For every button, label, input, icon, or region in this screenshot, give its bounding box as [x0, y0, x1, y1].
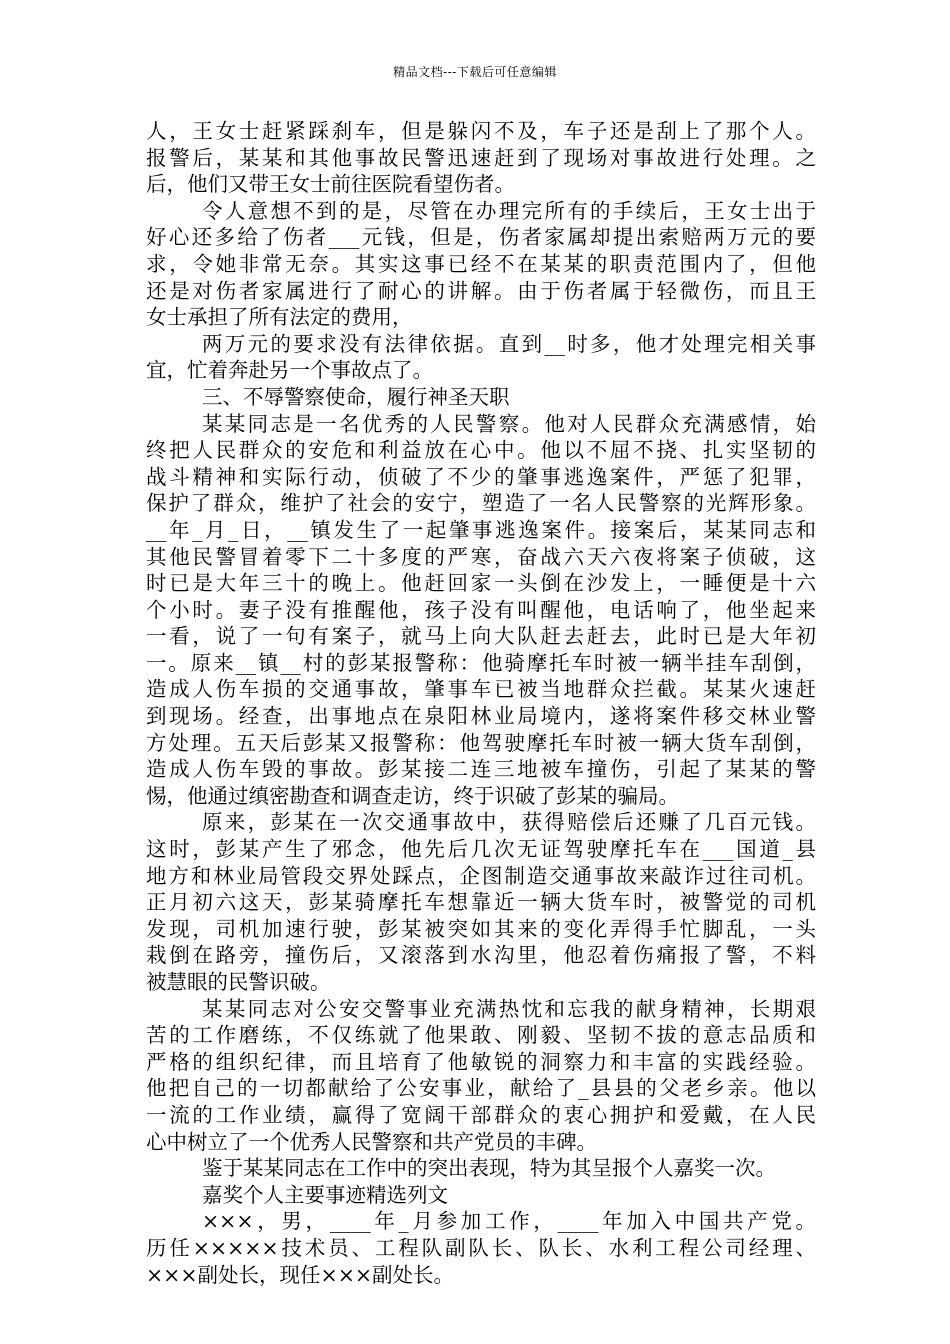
text-line: 地方和林业局管段交界处踩点，企图制造交通事故来敲诈过往司机。 — [146, 863, 816, 888]
text-line: 一。原来__镇__村的彭某报警称：他骑摩托车时被一辆半挂车刮倒， — [146, 650, 816, 675]
text-line: 终把人民群众的安危和利益放在心中。他以不屈不挠、扎实坚韧的 — [146, 438, 816, 463]
text-line: 三、不辱警察使命，履行神圣天职 — [202, 384, 510, 409]
text-line: 被慧眼的民警识破。 — [146, 970, 331, 994]
text-line: 严格的组织纪律，而且培育了他敏锐的洞察力和丰富的实践经验。 — [146, 1049, 816, 1074]
text-line: 原来，彭某在一次交通事故中，获得赔偿后还赚了几百元钱。 — [202, 810, 816, 835]
text-line: 人，王女士赶紧踩刹车，但是躲闪不及，车子还是刮上了那个人。 — [146, 119, 816, 143]
text-line: 一看，说了一句有案子，就马上向大队赶去赶去，此时已是大年初 — [146, 624, 816, 649]
text-line: 造成人伤车毁的事故。彭某接二连三地被车撞伤，引起了某某的警 — [146, 757, 816, 782]
text-line: 惕，他通过缜密勘查和调查走访，终于识破了彭某的骗局。 — [146, 783, 679, 808]
text-line: 鉴于某某同志在工作中的突出表现，特为其呈报个人嘉奖一次。 — [202, 1156, 776, 1181]
text-line: 一流的工作业绩，赢得了宽阔干部群众的衷心拥护和爱戴，在人民 — [146, 1102, 816, 1127]
text-line: 报警后，某某和其他事故民警迅速赶到了现场对事故进行处理。之 — [146, 145, 816, 170]
text-line: 后，他们又带王女士前往医院看望伤者。 — [146, 172, 515, 197]
text-line: 苦的工作磨练，不仅练就了他果敢、刚毅、坚韧不拔的意志品质和 — [146, 1023, 816, 1048]
text-line: 正月初六这天，彭某骑摩托车想靠近一辆大货车时，被警觉的司机 — [146, 890, 816, 915]
text-line: __年_月_日，__镇发生了一起肇事逃逸案件。接案后，某某同志和 — [146, 517, 816, 542]
text-line: 其他民警冒着零下二十多度的严寒，奋战六天六夜将案子侦破，这 — [146, 544, 816, 569]
text-line: 女士承担了所有法定的费用， — [146, 305, 413, 330]
text-line: 宜，忙着奔赴另一个事故点了。 — [146, 358, 433, 383]
page-header: 精品文档---下载后可任意编辑 — [393, 65, 557, 79]
text-line: 发现，司机加速行驶，彭某被突如其来的变化弄得手忙脚乱，一头 — [146, 916, 816, 941]
text-line: 某某同志是一名优秀的人民警察。他对人民群众充满感情，始 — [202, 411, 816, 436]
text-line: 造成人伤车损的交通事故，肇事车已被当地群众拦截。某某火速赶 — [146, 677, 816, 702]
text-line: 时已是大年三十的晚上。他赶回家一头倒在沙发上，一睡便是十六 — [146, 571, 816, 596]
text-line: 方处理。五天后彭某又报警称：他驾驶摩托车时被一辆大货车刮倒， — [146, 730, 816, 755]
text-line: 这时，彭某产生了邪念，他先后几次无证驾驶摩托车在___国道_县 — [146, 837, 816, 862]
text-line: ×××，男，____年_月参加工作，____年加入中国共产党。 — [202, 1209, 816, 1234]
text-line: 战斗精神和实际行动，侦破了不少的肇事逃逸案件，严惩了犯罪， — [146, 464, 816, 489]
text-line: 保护了群众，维护了社会的安宁，塑造了一名人民警察的光辉形象。 — [146, 491, 816, 516]
text-line: 他把自己的一切都献给了公安事业，献给了_县县的父老乡亲。他以 — [146, 1076, 816, 1101]
text-line: 心中树立了一个优秀人民警察和共产党员的丰碑。 — [146, 1129, 597, 1154]
text-line: 个小时。妻子没有推醒他，孩子没有叫醒他，电话响了，他坐起来 — [146, 597, 816, 622]
text-line: ×××副处长，现任×××副处长。 — [146, 1262, 455, 1287]
text-line: 到现场。经查，出事地点在泉阳林业局境内，遂将案件移交林业警 — [146, 704, 816, 729]
text-line: 令人意想不到的是，尽管在办理完所有的手续后，王女士出于 — [202, 198, 816, 223]
text-line: 栽倒在路旁，撞伤后，又滚落到水沟里，他忍着伤痛报了警，不料 — [146, 943, 816, 968]
text-line: 嘉奖个人主要事迹精选列文 — [202, 1182, 448, 1207]
text-line: 两万元的要求没有法律依据。直到__时多，他才处理完相关事 — [202, 331, 816, 356]
document-body — [146, 118, 816, 1288]
text-line: 历任×××××技术员、工程队副队长、队长、水利工程公司经理、 — [146, 1235, 816, 1260]
text-line: 某某同志对公安交警事业充满热忱和忘我的献身精神，长期艰 — [202, 996, 816, 1021]
text-line: 还是对伤者家属进行了耐心的讲解。由于伤者属于轻微伤，而且王 — [146, 278, 816, 303]
text-line: 好心还多给了伤者___元钱，但是，伤者家属却提出索赔两万元的要 — [146, 225, 816, 250]
text-line: 求，令她非常无奈。其实这事已经不在某某的职责范围内了，但他 — [146, 251, 816, 276]
